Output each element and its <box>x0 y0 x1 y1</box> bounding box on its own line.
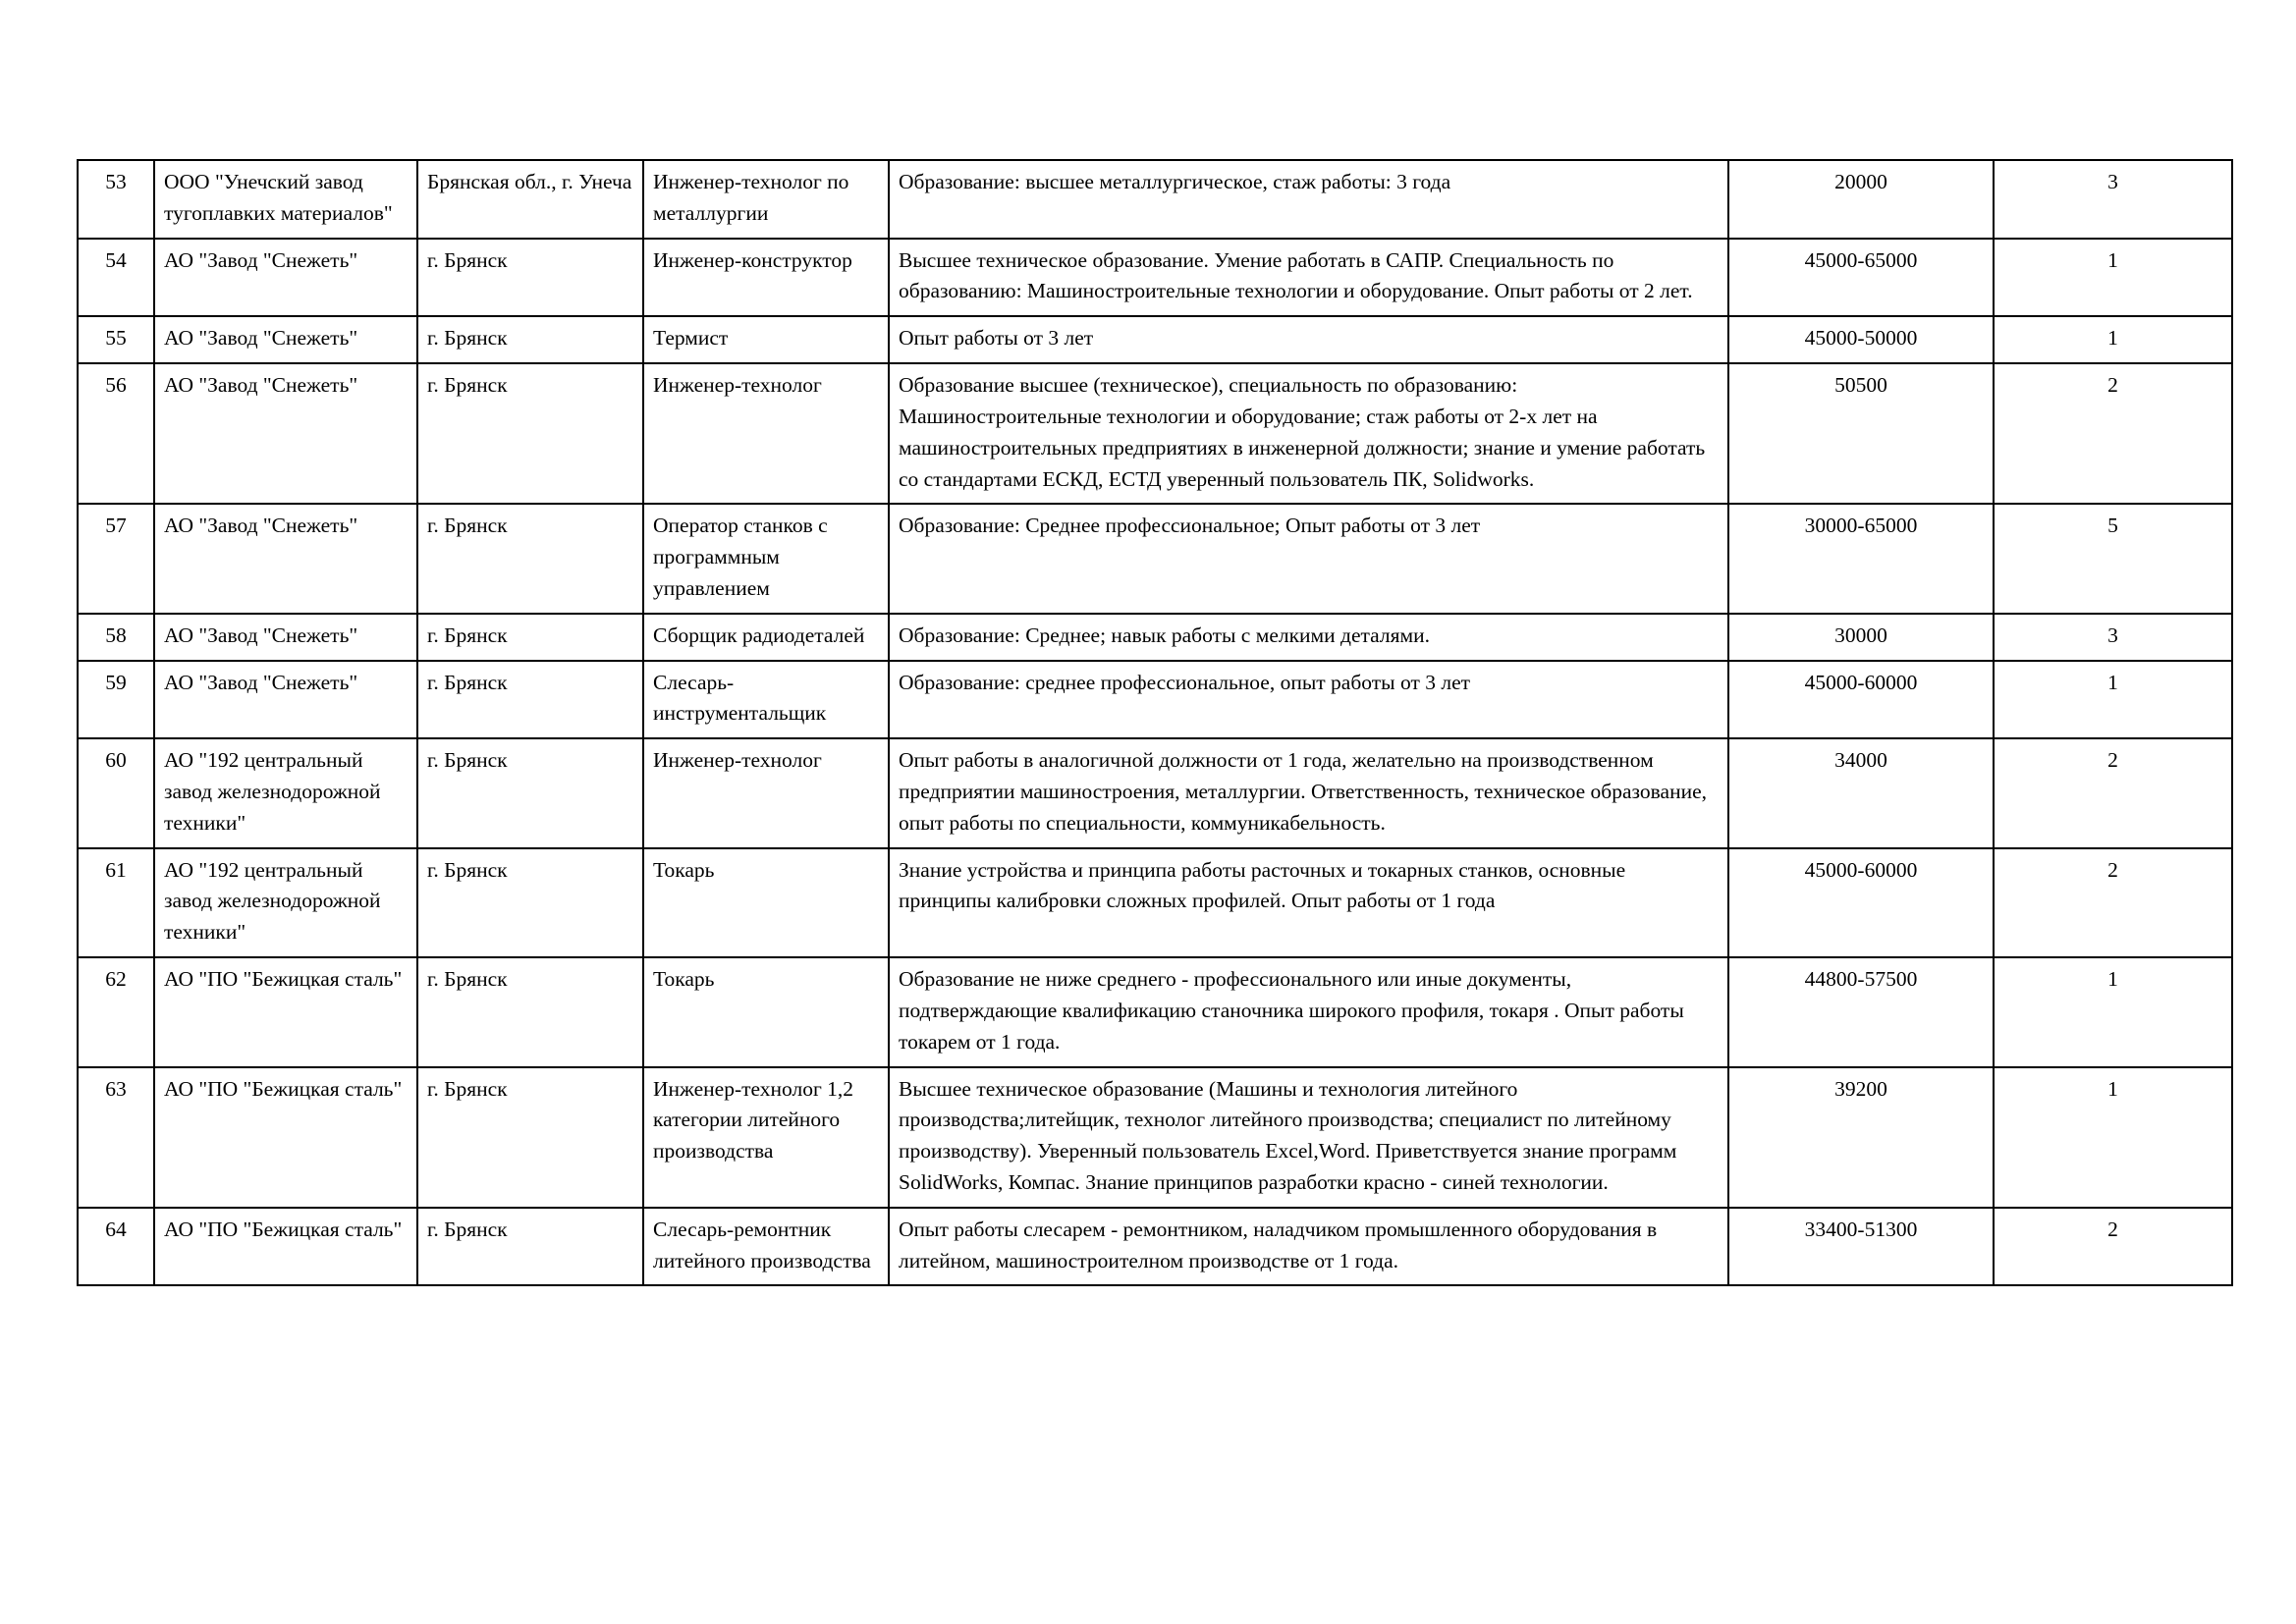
requirements-text: Образование: высшее металлургическое, стаж работы: 3 года <box>899 170 1451 193</box>
organization-text: АО "Завод "Снежеть" <box>164 623 358 647</box>
cell-row-number <box>78 957 154 1066</box>
organization-text: АО "Завод "Снежеть" <box>164 670 358 694</box>
table-row <box>78 957 2232 1066</box>
requirements-text: Высшее техническое образование (Машины и технология литейного производства;литейщик, технолог литейного производства; специалист по литейному производству). Уверенный пользователь Excel,Word. Приветствуется знание программ SolidWorks, Компас. Знание принципов разработки красно - синей технологии. <box>899 1076 1677 1194</box>
cell-row-number <box>78 848 154 957</box>
cell-salary <box>1728 504 1994 613</box>
cell-row-number <box>78 363 154 504</box>
table-row <box>78 239 2232 317</box>
table-row <box>78 848 2232 957</box>
cell-vacancy-count <box>1994 363 2232 504</box>
cell-organization <box>154 239 417 317</box>
cell-salary <box>1728 848 1994 957</box>
location-text: г. Брянск <box>427 748 508 773</box>
salary-text: 39200 <box>1834 1076 1887 1101</box>
cell-salary <box>1728 738 1994 847</box>
cell-position <box>643 848 889 957</box>
organization-text: АО "Завод "Снежеть" <box>164 247 358 272</box>
cell-row-number <box>78 1067 154 1208</box>
cell-organization <box>154 957 417 1066</box>
row-number-text: 53 <box>105 170 127 193</box>
organization-text: АО "Завод "Снежеть" <box>164 373 358 398</box>
row-number-text: 58 <box>105 623 127 647</box>
cell-vacancy-count <box>1994 957 2232 1066</box>
location-text: г. Брянск <box>427 326 508 351</box>
cell-location <box>417 363 643 504</box>
cell-position <box>643 316 889 363</box>
cell-vacancy-count <box>1994 1208 2232 1286</box>
position-text: Оператор станков с программным управлением <box>653 514 828 600</box>
requirements-text: Образование: Среднее; навык работы с мелкими деталями. <box>899 623 1431 647</box>
cell-vacancy-count <box>1994 661 2232 739</box>
organization-text: АО "ПО "Бежицкая сталь" <box>164 1217 403 1241</box>
vacancy-count-text: 2 <box>2107 373 2118 398</box>
cell-position <box>643 661 889 739</box>
salary-text: 20000 <box>1834 170 1887 193</box>
requirements-text: Опыт работы от 3 лет <box>899 326 1094 351</box>
table-row <box>78 316 2232 363</box>
cell-requirements <box>889 614 1728 661</box>
cell-row-number <box>78 160 154 239</box>
cell-salary <box>1728 363 1994 504</box>
row-number-text: 63 <box>105 1076 127 1101</box>
cell-organization <box>154 738 417 847</box>
requirements-text: Образование не ниже среднего - профессионального или иные документы, подтверждающие квалификацию станочника широкого профиля, токаря . Опыт работы токарем от 1 года. <box>899 967 1684 1054</box>
cell-location <box>417 239 643 317</box>
position-text: Токарь <box>653 857 715 882</box>
cell-position <box>643 957 889 1066</box>
cell-organization <box>154 316 417 363</box>
cell-position <box>643 1208 889 1286</box>
cell-position <box>643 614 889 661</box>
position-text: Слесарь-инструментальщик <box>653 670 827 726</box>
requirements-text: Опыт работы слесарем - ремонтником, наладчиком промышленного оборудования в литейном, машиностроителном производстве от 1 года. <box>899 1217 1658 1272</box>
vacancy-count-text: 1 <box>2107 326 2118 351</box>
vacancy-count-text: 2 <box>2107 857 2118 882</box>
cell-salary <box>1728 316 1994 363</box>
cell-location <box>417 738 643 847</box>
location-text: г. Брянск <box>427 373 508 398</box>
table-row <box>78 614 2232 661</box>
cell-position <box>643 160 889 239</box>
vacancy-count-text: 1 <box>2107 967 2118 992</box>
vacancy-count-text: 1 <box>2107 247 2118 272</box>
cell-location <box>417 661 643 739</box>
salary-text: 30000 <box>1834 623 1887 647</box>
cell-salary <box>1728 1067 1994 1208</box>
position-text: Сборщик радиодеталей <box>653 623 865 647</box>
position-text: Инженер-конструктор <box>653 247 852 272</box>
organization-text: ООО "Унечский завод тугоплавких материалов" <box>164 170 393 225</box>
requirements-text: Знание устройства и принципа работы расточных и токарных станков, основные принципы калибровки сложных профилей. Опыт работы от 1 года <box>899 857 1626 913</box>
cell-requirements <box>889 738 1728 847</box>
requirements-text: Образование высшее (техническое), специальность по образованию: Машиностроительные технологии и оборудование; стаж работы от 2-х лет на машиностроительных предприятиях в инженерной должности; знание и умение работать со стандартами ЕСКД, ЕСТД уверенный пользователь ПК, Solidworks. <box>899 373 1706 491</box>
cell-row-number <box>78 614 154 661</box>
cell-organization <box>154 1067 417 1208</box>
cell-row-number <box>78 316 154 363</box>
cell-organization <box>154 504 417 613</box>
table-row <box>78 1067 2232 1208</box>
row-number-text: 55 <box>105 326 127 351</box>
cell-location <box>417 957 643 1066</box>
cell-vacancy-count <box>1994 738 2232 847</box>
requirements-text: Образование: среднее профессиональное, опыт работы от 3 лет <box>899 670 1471 694</box>
location-text: г. Брянск <box>427 514 508 538</box>
cell-row-number <box>78 504 154 613</box>
requirements-text: Образование: Среднее профессиональное; Опыт работы от 3 лет <box>899 514 1481 538</box>
cell-vacancy-count <box>1994 848 2232 957</box>
table-row <box>78 363 2232 504</box>
salary-text: 50500 <box>1834 373 1887 398</box>
salary-text: 30000-65000 <box>1804 514 1918 538</box>
row-number-text: 64 <box>105 1217 127 1241</box>
cell-requirements <box>889 957 1728 1066</box>
row-number-text: 54 <box>105 247 127 272</box>
cell-location <box>417 316 643 363</box>
cell-row-number <box>78 1208 154 1286</box>
organization-text: АО "Завод "Снежеть" <box>164 326 358 351</box>
cell-position <box>643 1067 889 1208</box>
cell-vacancy-count <box>1994 160 2232 239</box>
organization-text: АО "Завод "Снежеть" <box>164 514 358 538</box>
position-text: Инженер-технолог <box>653 373 822 398</box>
organization-text: АО "192 центральный завод железнодорожной техники" <box>164 748 381 835</box>
cell-requirements <box>889 160 1728 239</box>
vacancy-count-text: 3 <box>2107 623 2118 647</box>
cell-salary <box>1728 1208 1994 1286</box>
salary-text: 45000-50000 <box>1804 326 1918 351</box>
cell-location <box>417 160 643 239</box>
salary-text: 45000-60000 <box>1804 670 1918 694</box>
position-text: Инженер-технолог по металлургии <box>653 170 849 225</box>
cell-vacancy-count <box>1994 614 2232 661</box>
table-row <box>78 504 2232 613</box>
vacancy-count-text: 1 <box>2107 670 2118 694</box>
salary-text: 44800-57500 <box>1804 967 1918 992</box>
cell-requirements <box>889 1067 1728 1208</box>
requirements-text: Высшее техническое образование. Умение работать в САПР. Специальность по образованию: Машиностроительные технологии и оборудование. Опыт работы от 2 лет. <box>899 247 1693 303</box>
cell-organization <box>154 363 417 504</box>
cell-location <box>417 1208 643 1286</box>
cell-salary <box>1728 957 1994 1066</box>
cell-position <box>643 363 889 504</box>
organization-text: АО "ПО "Бежицкая сталь" <box>164 1076 403 1101</box>
location-text: г. Брянск <box>427 967 508 992</box>
location-text: г. Брянск <box>427 247 508 272</box>
cell-vacancy-count <box>1994 239 2232 317</box>
row-number-text: 61 <box>105 857 127 882</box>
table-row <box>78 661 2232 739</box>
location-text: г. Брянск <box>427 1217 508 1241</box>
row-number-text: 59 <box>105 670 127 694</box>
cell-row-number <box>78 239 154 317</box>
cell-location <box>417 614 643 661</box>
salary-text: 45000-60000 <box>1804 857 1918 882</box>
cell-row-number <box>78 661 154 739</box>
vacancy-count-text: 1 <box>2107 1076 2118 1101</box>
location-text: г. Брянск <box>427 670 508 694</box>
row-number-text: 62 <box>105 967 127 992</box>
cell-salary <box>1728 661 1994 739</box>
cell-requirements <box>889 239 1728 317</box>
cell-requirements <box>889 661 1728 739</box>
vacancy-count-text: 3 <box>2107 170 2118 193</box>
table-row <box>78 1208 2232 1286</box>
organization-text: АО "ПО "Бежицкая сталь" <box>164 967 403 992</box>
table-row <box>78 160 2232 239</box>
vacancy-table-container <box>77 159 2231 1286</box>
cell-vacancy-count <box>1994 316 2232 363</box>
cell-location <box>417 1067 643 1208</box>
cell-location <box>417 848 643 957</box>
requirements-text: Опыт работы в аналогичной должности от 1 года, желательно на производственном предприятии машиностроения, металлургии. Ответственность, техническое образование, опыт работы по специальности, коммуникабельность. <box>899 748 1707 835</box>
position-text: Инженер-технолог 1,2 категории литейного производства <box>653 1076 854 1164</box>
cell-organization <box>154 1208 417 1286</box>
cell-requirements <box>889 504 1728 613</box>
row-number-text: 60 <box>105 748 127 773</box>
vacancy-count-text: 2 <box>2107 748 2118 773</box>
cell-vacancy-count <box>1994 1067 2232 1208</box>
position-text: Термист <box>653 326 729 351</box>
cell-organization <box>154 661 417 739</box>
cell-organization <box>154 848 417 957</box>
organization-text: АО "192 центральный завод железнодорожной техники" <box>164 857 381 945</box>
cell-position <box>643 504 889 613</box>
cell-requirements <box>889 363 1728 504</box>
cell-position <box>643 239 889 317</box>
vacancy-table <box>77 159 2233 1286</box>
position-text: Слесарь-ремонтник литейного производства <box>653 1217 871 1272</box>
cell-organization <box>154 160 417 239</box>
vacancy-count-text: 5 <box>2107 514 2118 538</box>
position-text: Токарь <box>653 967 715 992</box>
salary-text: 34000 <box>1834 748 1887 773</box>
salary-text: 33400-51300 <box>1804 1217 1918 1241</box>
location-text: Брянская обл., г. Унеча <box>427 170 632 193</box>
location-text: г. Брянск <box>427 623 508 647</box>
cell-location <box>417 504 643 613</box>
cell-salary <box>1728 160 1994 239</box>
row-number-text: 57 <box>105 514 127 538</box>
cell-row-number <box>78 738 154 847</box>
vacancy-table-body <box>78 160 2232 1285</box>
cell-salary <box>1728 614 1994 661</box>
cell-organization <box>154 614 417 661</box>
cell-requirements <box>889 1208 1728 1286</box>
cell-requirements <box>889 848 1728 957</box>
cell-requirements <box>889 316 1728 363</box>
cell-position <box>643 738 889 847</box>
cell-vacancy-count <box>1994 504 2232 613</box>
vacancy-count-text: 2 <box>2107 1217 2118 1241</box>
table-row <box>78 738 2232 847</box>
salary-text: 45000-65000 <box>1804 247 1918 272</box>
position-text: Инженер-технолог <box>653 748 822 773</box>
location-text: г. Брянск <box>427 1076 508 1101</box>
row-number-text: 56 <box>105 373 127 398</box>
cell-salary <box>1728 239 1994 317</box>
location-text: г. Брянск <box>427 857 508 882</box>
